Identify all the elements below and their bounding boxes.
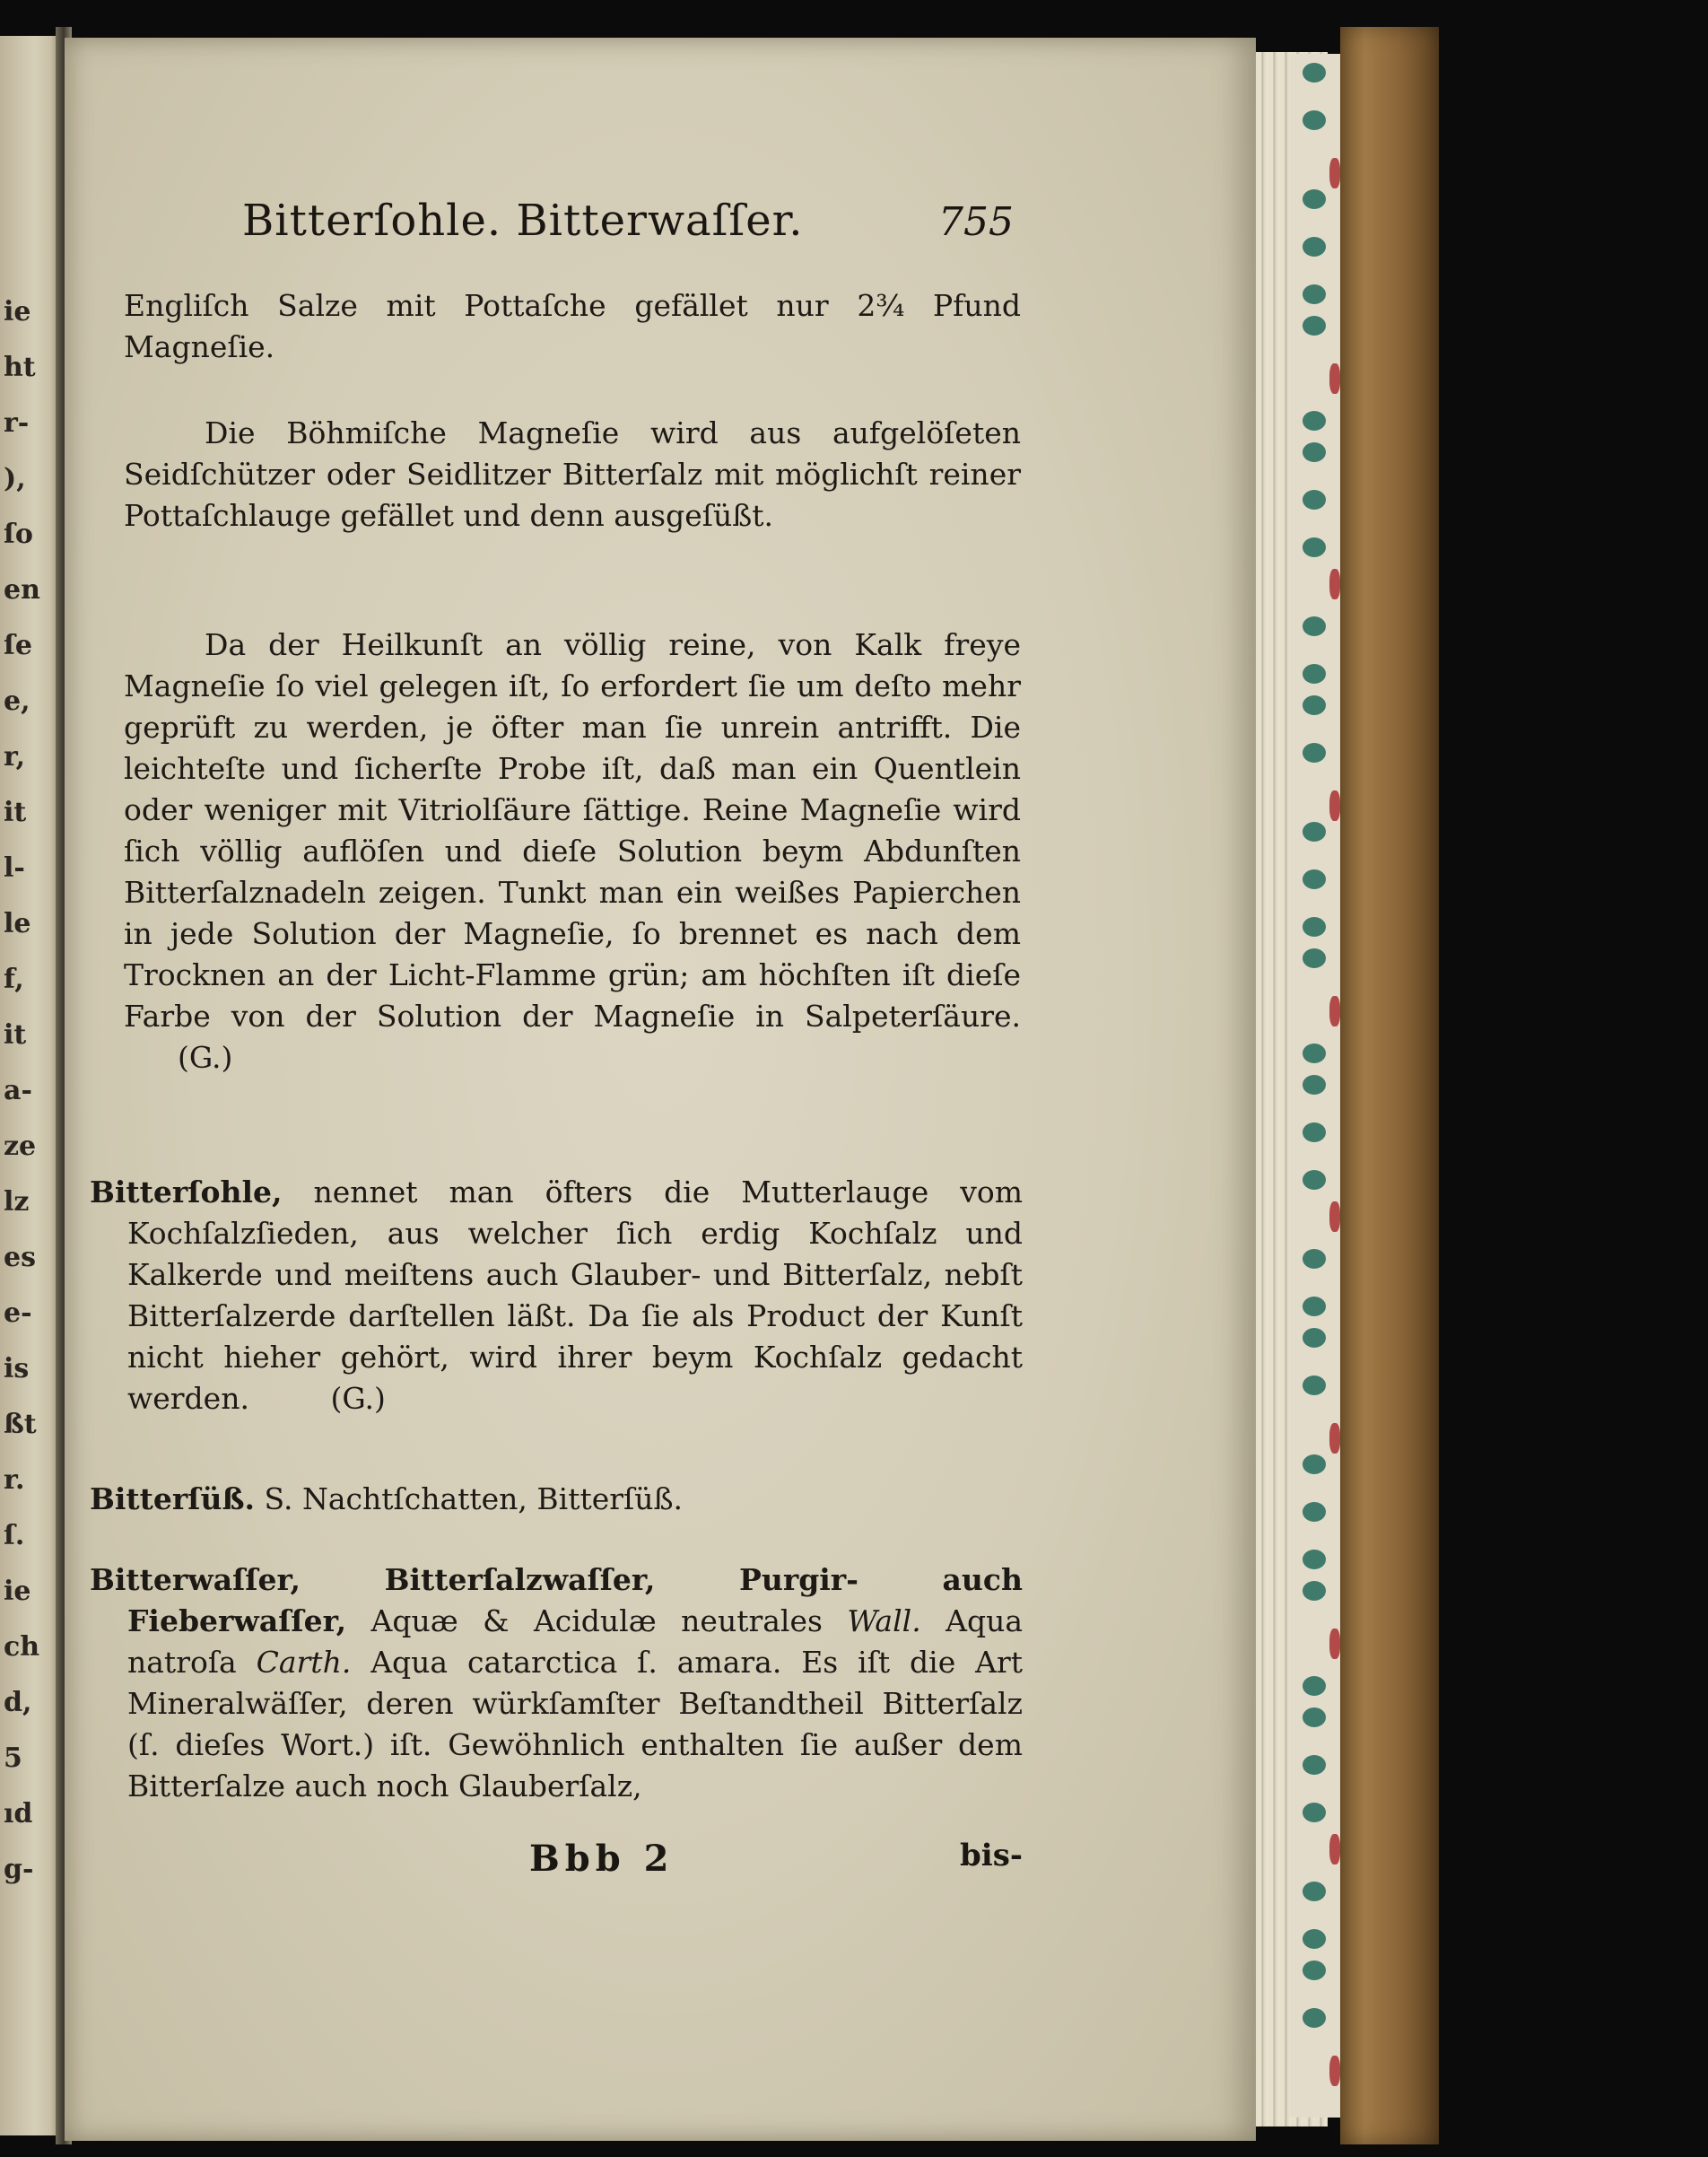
edge-speckle [1329, 790, 1340, 821]
edge-speckle [1303, 1707, 1326, 1727]
left-page-fragment: l- [4, 852, 25, 884]
edge-speckle [1303, 1882, 1326, 1901]
entry-text [90, 1172, 1023, 1419]
left-page-fragment: en [4, 574, 40, 606]
edge-speckle [1303, 316, 1326, 336]
left-page-fragment: d, [4, 1687, 32, 1718]
edge-speckle [1303, 1550, 1326, 1569]
edge-speckle [1329, 1201, 1340, 1232]
left-page-fragment: e- [4, 1297, 32, 1329]
book-cover [1340, 27, 1439, 2144]
author-sign: (G.) [178, 1040, 233, 1075]
edge-speckle [1303, 743, 1326, 763]
left-page-fragment: ıd [4, 1798, 33, 1830]
left-page-sliver [0, 36, 63, 2135]
left-page-fragment: r. [4, 1464, 25, 1496]
left-page-fragment: ch [4, 1631, 40, 1663]
left-page-fragment: is [4, 1353, 30, 1384]
edge-speckle [1303, 1328, 1326, 1348]
edge-speckle [1303, 442, 1326, 462]
left-page-fragment: es [4, 1242, 36, 1273]
entry-lemma: Bitterſüß. [90, 1481, 256, 1516]
edge-speckle [1303, 1170, 1326, 1190]
left-page-fragment: ſe [4, 630, 32, 661]
author-abbrev: Wall. [847, 1603, 921, 1638]
edge-speckle [1303, 1375, 1326, 1395]
paragraph-text: Die Böhmiſche Magneſie wird aus aufgelöſeten Seidſchützer oder Seidlitzer Bitterſalz mit möglichſt reiner Pottaſchlauge gefället und denn ausgeſüßt. [124, 415, 1021, 533]
left-page-fragment: ht [4, 352, 36, 383]
edge-speckle [1303, 616, 1326, 636]
entry-bitterwasser [90, 1559, 1023, 1807]
running-head-title: Bitterſohle. Bitterwaſſer. [242, 196, 804, 246]
left-page-fragment: r- [4, 407, 30, 439]
edge-speckle [1329, 1834, 1340, 1864]
edge-speckle [1303, 411, 1326, 431]
edge-speckle [1303, 1122, 1326, 1142]
edge-speckle [1303, 63, 1326, 83]
paragraph-2 [124, 413, 1021, 537]
paragraph-1 [124, 285, 1021, 368]
paragraph-3 [124, 624, 1021, 1078]
edge-speckle [1303, 1075, 1326, 1095]
entry-bittersuess [90, 1479, 1023, 1520]
paragraph-text: Engliſch Salze mit Pottaſche gefället nur 2¾ Pfund Magneſie. [124, 288, 1021, 364]
edge-speckle [1303, 2008, 1326, 2028]
edge-speckle [1303, 237, 1326, 257]
edge-speckle [1303, 490, 1326, 510]
edge-speckle [1329, 158, 1340, 188]
entry-body: Aquæ & Acidulæ neutrales [346, 1603, 848, 1638]
edge-speckle [1303, 189, 1326, 209]
edge-speckle [1303, 664, 1326, 684]
left-page-fragment: r, [4, 741, 26, 773]
edge-speckle [1303, 1961, 1326, 1980]
edge-speckle [1303, 1803, 1326, 1822]
entry-body: Aqua catarctica ſ. amara. Es iſt die Art Mineralwäſſer, deren würkſamſter Beſtandtheil Bitterſalz (ſ. dieſes Wort.) iſt. Gewöhnlich enthalten ſie außer dem Bitterſalze auch noch Glauberſalz, [127, 1645, 1023, 1803]
left-page-fragment: ), [4, 463, 26, 494]
left-page-fragment: ze [4, 1131, 37, 1162]
author-sign: (G.) [330, 1381, 386, 1416]
edge-speckle [1303, 1502, 1326, 1522]
edge-speckle [1303, 110, 1326, 130]
left-page-fragment: lz [4, 1186, 30, 1218]
left-page-fragment: it [4, 1019, 27, 1051]
edge-speckle [1303, 1929, 1326, 1949]
left-page-fragment: it [4, 797, 27, 828]
edge-speckle [1303, 917, 1326, 937]
edge-speckle [1329, 363, 1340, 394]
entry-text [90, 1559, 1023, 1807]
left-page-fragment: 5 [4, 1742, 22, 1774]
entry-lemma: Bitterſohle, [90, 1175, 283, 1209]
left-page-fragment: g- [4, 1854, 34, 1885]
paragraph-text [124, 624, 1021, 1078]
edge-speckle [1329, 1629, 1340, 1659]
paragraph-body: Da der Heilkunſt an völlig reine, von Kalk freye Magneſie ſo viel gelegen iſt, ſo erfordert ſie um deſto mehr geprüft zu werden, je öfter man ſie unrein antrifft. Die leichteſte und ſicherſte Probe iſt, daß man ein Quentlein oder weniger mit Vitriolſäure ſättige. Reine Magneſie wird ſich völlig auflöſen und dieſe Solution beym Abdunſten Bitterſalznadeln zeigen. Tunkt man ein weißes Papierchen in jede Solution der Magneſie, ſo brennet es nach dem Trocknen an der Licht-Flamme grün; am höchſten iſt dieſe Farbe von der Solution der Magneſie in Salpeterſäure. [124, 627, 1021, 1034]
entry-text [90, 1479, 1023, 1520]
gathering-signature: Bbb 2 [529, 1838, 675, 1880]
left-page-fragment: ßt [4, 1409, 37, 1440]
edge-speckle [1303, 1297, 1326, 1316]
edge-speckle [1303, 1249, 1326, 1269]
entry-body: S. Nachtſchatten, Bitterſüß. [255, 1481, 684, 1516]
author-abbrev: Carth. [256, 1645, 352, 1680]
left-page-fragment: a- [4, 1075, 32, 1106]
edge-speckle [1329, 996, 1340, 1026]
entry-body: Aqua natroſa [127, 1603, 1024, 1680]
edge-speckle [1329, 2056, 1340, 2086]
edge-speckle [1303, 948, 1326, 968]
entry-bittersohle [90, 1172, 1023, 1419]
edge-speckle [1303, 537, 1326, 557]
left-page-fragment: ie [4, 296, 31, 327]
left-page-fragment: e, [4, 686, 30, 717]
left-page-fragment: f, [4, 964, 24, 995]
edge-speckle [1329, 1423, 1340, 1454]
edge-speckle [1303, 695, 1326, 715]
left-page-fragment: ie [4, 1576, 31, 1607]
edge-speckle [1303, 869, 1326, 889]
entry-body: nennet man öfters die Mutterlauge vom Kochſalzſieden, aus welcher ſich erdig Kochſalz und Kalkerde und meiſtens auch Glauber- und Bitterſalz, nebſt Bitterſalzerde darſtellen läßt. Da ſie als Product der Kunſt nicht hieher gehört, wird ihrer beym Kochſalz gedacht werden. [127, 1175, 1023, 1416]
edge-speckle [1303, 1454, 1326, 1474]
edge-speckle [1303, 284, 1326, 304]
left-page-fragment: ſ. [4, 1520, 25, 1551]
edge-speckle [1303, 1581, 1326, 1601]
catchword: bis- [960, 1838, 1023, 1873]
page-number: 755 [938, 199, 1014, 245]
entry-lemma: Bitterwaſſer, Bitterſalzwaſſer, Purgir- auch Fieberwaſſer, [90, 1562, 1023, 1638]
edge-speckle [1303, 1676, 1326, 1696]
edge-speckle [1303, 1044, 1326, 1063]
edge-speckle [1329, 569, 1340, 599]
running-head [242, 196, 1014, 258]
edge-speckle [1303, 1755, 1326, 1775]
edge-speckle [1303, 822, 1326, 842]
left-page-fragment: ſo [4, 519, 33, 550]
left-page-fragment: le [4, 908, 31, 939]
